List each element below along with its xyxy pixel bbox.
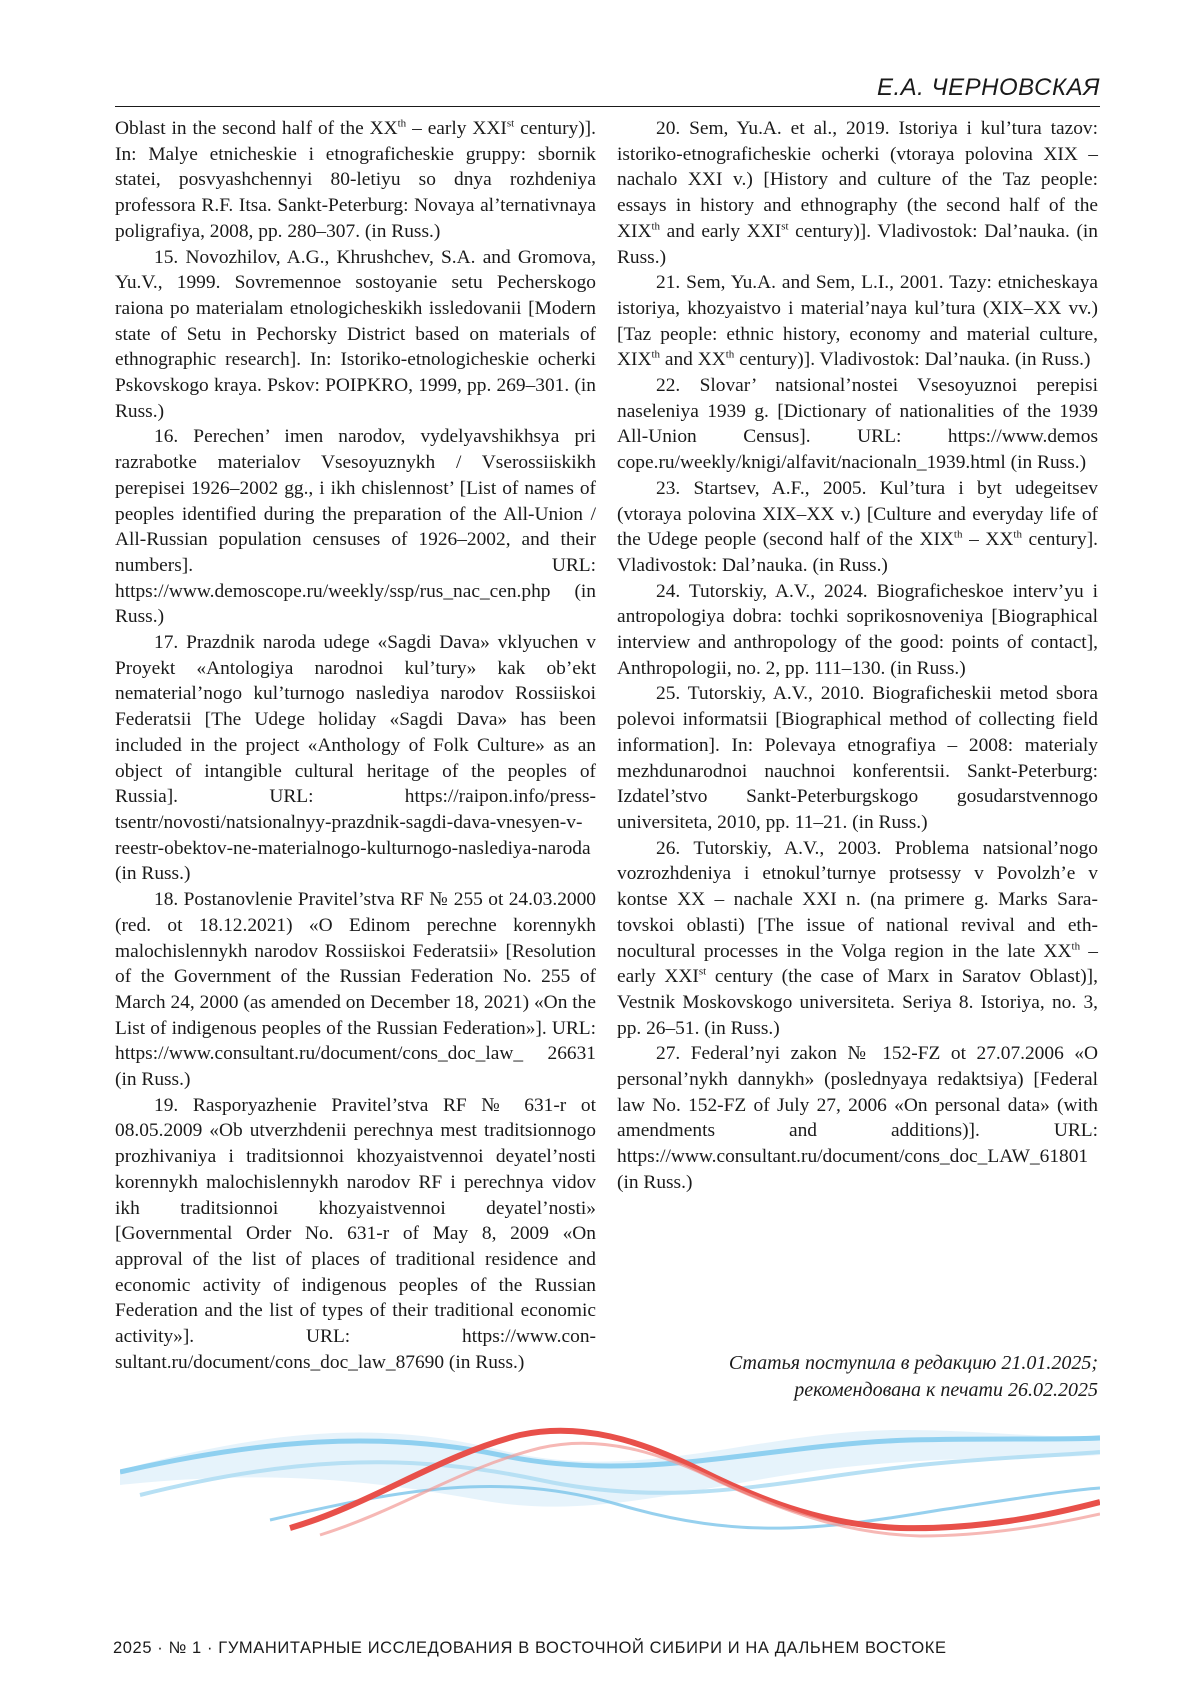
reference-entry xyxy=(617,681,1098,835)
ordinal-superscript: th xyxy=(953,528,963,541)
reference-entry xyxy=(617,270,1098,373)
references-right-column xyxy=(617,116,1098,1196)
reference-text: and early XXI xyxy=(660,220,782,242)
received-note xyxy=(617,1350,1098,1404)
ordinal-superscript: th xyxy=(397,117,407,130)
ordinal-superscript: st xyxy=(698,965,707,978)
running-header-author: Е.А. ЧЕРНОВСКАЯ xyxy=(876,74,1100,101)
reference-text: century)]. Vladivostok: Dal’nauka. (in Russ.) xyxy=(617,220,1098,268)
reference-entry xyxy=(617,116,1098,270)
running-header xyxy=(115,72,1100,107)
ordinal-superscript: th xyxy=(651,348,661,361)
reference-text: 17. Prazdnik naroda udege «Sagdi Dava» vklyuchen v Proyekt «Antologiya narodnoi kul’tury» kak ob’ekt nematerial’nogo kul’turnogo naslediya narodov Rossiiskoi Federatsii [The Udege holiday «Sagdi Dava» has been included in the project «Anthology of Folk Culture» as an object of intangible cultural heritage of the peoples of Russia]. URL: https://raipon.info/press-tsentr/novosti/natsionalnyy-prazdnik-sagdi-dava-vnesyen-v-reestr-obektov-ne-materialnogo-kulturnogo-naslediya-naroda (in Russ.) xyxy=(115,632,596,885)
reference-text: 19. Rasporyazhenie Pravitel’stva RF № 631-r ot 08.05.2009 «Ob utverzhdenii perechnya mest traditsionnogo prozhivaniya i traditsionnoi khozyaistvennoi deyatel’nosti korennykh malochislennykh narodov RF i perechnya vidov ikh traditsionnoi khozyaistvennoi deyatel’nosti» [Governmental Order No. 631-r of May 8, 2009 «On approval of the list of places of traditional residence and economic activity of indigenous peoples of the Russian Federation and the list of types of their traditional economic activity»]. URL: https://www.consultant.ru/document/cons_doc_law_87690 (in Russ.) xyxy=(115,1094,596,1373)
reference-entry xyxy=(115,116,596,245)
ordinal-superscript: th xyxy=(651,220,661,233)
reference-text: century (the case of Marx in Saratov Oblast)], Vestnik Moskovskogo universiteta. Seriya 8. Istoriya, no. 3, pp. 26–51. (in Russ.) xyxy=(617,966,1098,1039)
reference-entry xyxy=(617,373,1098,476)
reference-text: Oblast in the second half of the XX xyxy=(115,118,398,139)
reference-text: 15. Novozhilov, A.G., Khrushchev, S.A. and Gromova, Yu.V., 1999. Sovremennoe sostoyanie setu Pecherskogo raiona po materialam etnologicheskikh issledovanii [Modern state of Setu in Pechorsky District based on materials of ethnographic research]. In: Istoriko-etnologicheskie ocherki Pskovskogo kraya. Pskov: POIPKRO, 1999, pp. 269–301. (in Russ.) xyxy=(115,246,596,422)
ordinal-superscript: th xyxy=(725,348,735,361)
reference-text: 22. Slovar’ natsional’nostei Vsesoyuznoi perepisi naseleniya 1939 g. [Dictionary of nationalities of the 1939 All-Union Census]. URL: https://www.demos cope.ru/weekly/knigi/alfavit/nacionaln_1939.html (in Russ.) xyxy=(617,375,1098,474)
reference-entry xyxy=(115,887,596,1093)
reference-text: 24. Tutorskiy, A.V., 2024. Biograficheskoe interv’yu i antropologiya dobra: tochki soprikosnoveniya [Biographical interview and anthropology of the good: points of contact], Anthropologii, no. 2, pp. 111–130. (in Russ.) xyxy=(617,580,1098,679)
reference-entry xyxy=(115,245,596,425)
reference-text: 25. Tutorskiy, A.V., 2010. Biograficheskii metod sbora polevoi informatsii [Biographical method of collecting field information]. In: Polevaya etnografiya – 2008: materialy mezhdunarodnoi nauchnoi konferentsii. Sankt-Peterburg: Izdatel’stvo Sankt-Peterburgskogo gosudarstvennogo universiteta, 2010, pp. 11–21. (in Russ.) xyxy=(617,683,1098,833)
reference-text: 26. Tutorskiy, A.V., 2003. Problema natsional’nogo vozrozhdeniya i etnokul’turnye protsessy v Povolzh’e v kontse XX – nachale XXI n. (na primere g. Marks Saratovskoi oblasti) [The issue of national revival and ethnocultural processes in the Volga region in the late XX xyxy=(617,837,1098,962)
reference-text: – XX xyxy=(962,529,1014,551)
reference-entry xyxy=(115,630,596,887)
references-left-column xyxy=(115,116,596,1375)
reference-entry xyxy=(115,424,596,630)
reference-entry xyxy=(115,1093,596,1376)
ordinal-superscript: th xyxy=(1071,940,1081,953)
reference-text: 23. Startsev, A.F., 2005. Kul’tura i byt udegeitsev (vtoraya polovina XIX–XX v.) [Culture and everyday life of the Udege people (second half of the XIX xyxy=(617,477,1098,551)
reference-text: – early XXI xyxy=(406,118,507,139)
reference-text: 20. Sem, Yu.A. et al., 2019. Istoriya i kul’tura tazov: istoriko-etnograficheskie ocherki (vtoraya polovina XIX – nachalo XXI v.) [History and culture of the Taz people: essays in history and ethnography (the second half of the XIX xyxy=(617,118,1098,242)
reference-text: 27. Federal’nyi zakon № 152-FZ ot 27.07.2006 «O personal’nykh dannykh» (poslednyaya redaktsiya) [Federal law No. 152-FZ of July 27, 2006 «On personal data» (with amendments and additions)]. URL: https://www.consultant.ru/document/cons_doc_LAW_61801 (in Russ.) xyxy=(617,1043,1098,1193)
reference-entry xyxy=(617,1041,1098,1195)
decorative-wave xyxy=(120,1410,1100,1560)
journal-footer: 2025 · № 1 · ГУМАНИТАРНЫЕ ИССЛЕДОВАНИЯ В ВОСТОЧНОЙ СИБИРИ И НА ДАЛЬНЕМ ВОСТОКЕ xyxy=(113,1639,947,1657)
reference-text: century)]. Vladivostok: Dal’nauka. (in Russ.) xyxy=(734,349,1091,371)
recommended-date: рекомендована к печати 26.02.2025 xyxy=(794,1379,1098,1401)
reference-text: 16. Perechen’ imen narodov, vydelyavshikhsya pri razrabotke materialov Vsesoyuznykh / Vserossiiskikh perepisei 1926–2002 gg., i ikh chislennost’ [List of names of peoples identified during the preparation of the All-Union / All-Russian population censuses of 1926–2002, and their numbers]. URL: https://www.demoscope.ru/weekly/ssp/rus_nac_cen.php (in Russ.) xyxy=(115,426,596,628)
ordinal-superscript: st xyxy=(781,220,789,233)
reference-text: – early XXI xyxy=(617,940,1098,988)
reference-entry xyxy=(617,579,1098,682)
reference-entry xyxy=(617,476,1098,579)
ordinal-superscript: th xyxy=(1013,528,1022,541)
received-date: Статья поступила в редакцию 21.01.2025; xyxy=(728,1352,1098,1374)
reference-text: century)]. In: Malye etnicheskie i etnograficheskie gruppy: sbornik statei, posvyashchennyi 80-letiyu so dnya rozhdeniya professora R.F. Itsa. Sankt-Peterburg: Novaya al’ternativnaya poligrafiya, 2008, pp. 280–307. (in Russ.) xyxy=(115,118,596,242)
reference-text: and XX xyxy=(660,349,726,371)
reference-text: century]. Vladivostok: Dal’nauka. (in Russ.) xyxy=(617,529,1098,576)
reference-entry xyxy=(617,836,1098,1042)
reference-text: 21. Sem, Yu.A. and Sem, L.I., 2001. Tazy: etnicheskaya istoriya, khozyaistvo i material’naya kul’tura (XIX–XX vv.) [Taz people: ethnic history, economy and material culture, XIX xyxy=(617,272,1098,371)
reference-text: 18. Postanovlenie Pravitel’stva RF № 255 ot 24.03.2000 (red. ot 18.12.2021) «O Edinom perechne korennykh malochislennykh narodov Rossiiskoi Federatsii» [Resolution of the Government of the Russian Federation No. 255 of March 24, 2000 (as amended on December 18, 2021) «On the List of indigenous peoples of the Russian Federation»]. URL: https://www.consultant.ru/document/cons_doc_law_ 26631 (in Russ.) xyxy=(115,889,596,1091)
ordinal-superscript: st xyxy=(506,117,515,130)
